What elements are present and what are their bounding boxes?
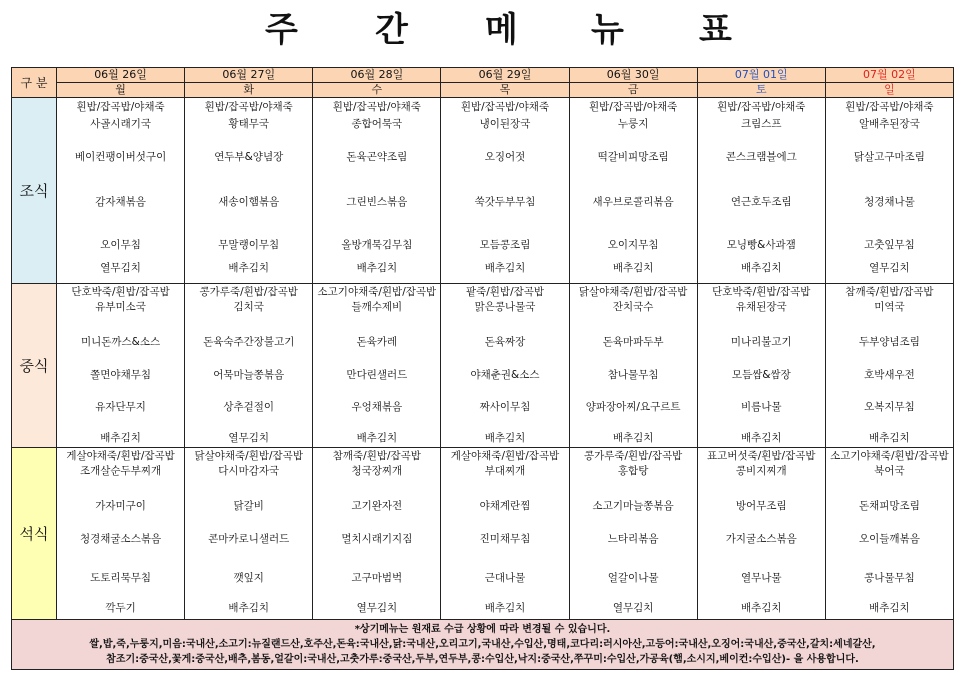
menu-cell (185, 98, 313, 284)
menu-item: 쫄면야채무침 (90, 369, 151, 381)
menu-item: 떡갈비피망조림 (597, 151, 669, 163)
menu-item: 단호박죽/흰밥/잡곡밥 (71, 286, 170, 298)
menu-item: 배추김치 (100, 432, 141, 444)
menu-item: 알배추된장국 (858, 118, 920, 130)
footer-row (12, 620, 954, 670)
menu-item: 멸치시래기지짐 (341, 533, 413, 545)
menu-cell (441, 448, 569, 620)
menu-cell (825, 98, 953, 284)
title-char: 뉴 (591, 10, 624, 50)
meal-row (12, 98, 954, 284)
menu-item: 콩가루죽/흰밥/잡곡밥 (583, 450, 683, 462)
menu-item: 양파장아찌/요구르트 (585, 401, 681, 413)
menu-item: 크림스프 (740, 118, 782, 130)
footer-note (12, 620, 954, 670)
menu-item: 배추김치 (484, 602, 526, 614)
menu-item: 황태무국 (228, 118, 269, 130)
menu-item: 배추김치 (484, 432, 526, 444)
menu-cell (569, 284, 697, 448)
menu-item: 감자채볶음 (95, 196, 146, 208)
menu-item: 열무김치 (356, 602, 398, 614)
menu-item: 김치국 (233, 301, 264, 313)
menu-item: 유부미소국 (95, 301, 146, 313)
menu-item: 근대나물 (484, 572, 526, 584)
menu-item: 미나리불고기 (730, 336, 792, 348)
menu-item: 연두부&양념장 (214, 151, 284, 163)
menu-item: 청경채굴소스볶음 (79, 533, 162, 545)
menu-item: 다시마감자국 (218, 465, 280, 477)
menu-item: 사골시래기국 (90, 118, 151, 130)
menu-item: 배추김치 (740, 262, 782, 274)
day-date: 07월 01일 (697, 68, 825, 83)
menu-item: 소고기야채죽/흰밥/잡곡밥 (830, 450, 949, 462)
day-date: 06월 30일 (569, 68, 697, 83)
day-of-week: 금 (569, 83, 697, 98)
menu-item: 돈육카레 (356, 336, 398, 348)
menu-item: 유자단무지 (95, 401, 146, 413)
menu-item: 열무나물 (740, 572, 782, 584)
menu-item: 짜사이무침 (479, 401, 531, 413)
menu-item: 북어국 (874, 465, 905, 477)
menu-item: 소고기마늘쫑볶음 (592, 500, 674, 512)
menu-item: 오이들깨볶음 (858, 533, 920, 545)
header-date-row (12, 68, 954, 83)
menu-cell (313, 98, 441, 284)
menu-item: 고구마범벅 (351, 572, 403, 584)
menu-item: 배추김치 (484, 262, 526, 274)
menu-item: 닭갈비 (233, 500, 264, 512)
menu-item: 종합어묵국 (351, 118, 403, 130)
menu-item: 쑥갓두부무침 (474, 196, 536, 208)
menu-item: 배추김치 (869, 602, 910, 614)
menu-item: 닭살야채죽/흰밥/잡곡밥 (194, 450, 303, 462)
title-char: 표 (699, 10, 732, 50)
menu-item: 야채계란찜 (479, 500, 531, 512)
menu-item: 콘마카로니샐러드 (208, 533, 290, 545)
menu-item: 깻잎지 (233, 572, 264, 584)
menu-item: 흰밥/잡곡밥/야채죽 (76, 101, 165, 113)
menu-item: 우엉채볶음 (351, 401, 403, 413)
day-date: 06월 26일 (57, 68, 185, 83)
menu-item: 닭살야채죽/흰밥/잡곡밥 (578, 286, 688, 298)
menu-item: 두부양념조림 (858, 336, 920, 348)
menu-item: 비름나물 (740, 401, 782, 413)
gubun-header: 구 분 (12, 68, 57, 98)
title-char: 주 (265, 10, 298, 50)
menu-item: 흰밥/잡곡밥/야채죽 (204, 101, 293, 113)
menu-item: 흰밥/잡곡밥/야채죽 (845, 101, 934, 113)
menu-item: 배추김치 (612, 432, 654, 444)
menu-item: 배추김치 (356, 262, 398, 274)
menu-item: 유채된장국 (735, 301, 787, 313)
menu-item: 열무김치 (869, 262, 910, 274)
menu-item: 배추김치 (869, 432, 910, 444)
menu-item: 새우브로콜리볶음 (592, 196, 674, 208)
menu-item: 콩나물무침 (864, 572, 915, 584)
menu-item: 베이컨팽이버섯구이 (74, 151, 167, 163)
menu-cell (57, 284, 185, 448)
menu-item: 누룽지 (617, 118, 649, 130)
menu-item: 팥죽/흰밥/잡곡밥 (465, 286, 545, 298)
menu-cell (697, 284, 825, 448)
menu-item: 호박새우전 (864, 369, 915, 381)
menu-item: 그린빈스볶음 (346, 196, 408, 208)
menu-item: 깍두기 (105, 602, 136, 614)
menu-item: 닭살고구마조림 (853, 151, 925, 163)
menu-item: 참깨죽/흰밥/잡곡밥 (845, 286, 934, 298)
menu-item: 배추김치 (228, 602, 269, 614)
menu-item: 열무김치 (100, 262, 141, 274)
menu-item: 연근호두조림 (730, 196, 792, 208)
menu-cell (313, 284, 441, 448)
menu-item: 단호박죽/흰밥/잡곡밥 (712, 286, 811, 298)
menu-item: 흰밥/잡곡밥/야채죽 (589, 101, 678, 113)
menu-item: 미역국 (874, 301, 905, 313)
menu-item: 돈육숙주간장불고기 (203, 336, 295, 348)
menu-item: 오복지무침 (864, 401, 915, 413)
menu-item: 느타리볶음 (607, 533, 659, 545)
day-of-week: 수 (313, 83, 441, 98)
menu-item: 소고기야채죽/흰밥/잡곡밥 (317, 286, 437, 298)
menu-cell (825, 284, 953, 448)
menu-cell (57, 448, 185, 620)
menu-item: 어묵마늘쫑볶음 (213, 369, 285, 381)
menu-item: 올방개묵김무침 (341, 239, 413, 251)
day-date: 06월 29일 (441, 68, 569, 83)
menu-item: 참깨죽/흰밥/잡곡밥 (332, 450, 421, 462)
footer-line: 참조기:중국산,꽃게:중국산,배추,봄동,얼갈이:국내산,고춧가루:중국산,두부,연두부,콩:수입산,낙지:중국산,쭈꾸미:수입산,가공육(햄,소시지,베이컨:수입산)- 을 사용합니다. (106, 654, 859, 665)
meal-label: 석식 (12, 448, 57, 620)
meal-label: 중식 (12, 284, 57, 448)
menu-item: 콩비지찌개 (735, 465, 787, 477)
menu-cell (57, 98, 185, 284)
menu-item: 상추겉절이 (223, 401, 275, 413)
menu-item: 돈채피망조림 (858, 500, 920, 512)
menu-item: 배추김치 (740, 602, 782, 614)
menu-item: 오이지무침 (607, 239, 659, 251)
day-date: 07월 02일 (825, 68, 953, 83)
menu-item: 배추김치 (356, 432, 398, 444)
menu-item: 고춧잎무침 (864, 239, 915, 251)
menu-item: 흰밥/잡곡밥/야채죽 (717, 101, 806, 113)
menu-cell (441, 284, 569, 448)
menu-item: 들깨수제비 (351, 301, 403, 313)
footer-line: 쌀,밥,죽,누룽지,미음:국내산,소고기:뉴질랜드산,호주산,돈육:국내산,닭:국내산,오리고기,국내산,수입산,명태,코다리:러시아산,고등어:국내산,오징어:국내산,중국산,갈치:세네갈산, (89, 639, 876, 650)
menu-cell (185, 284, 313, 448)
menu-item: 홍합탕 (617, 465, 649, 477)
menu-item: 모듬콩조림 (479, 239, 531, 251)
menu-cell (569, 448, 697, 620)
menu-cell (569, 98, 697, 284)
menu-item: 잔치국수 (612, 301, 654, 313)
menu-item: 배추김치 (612, 262, 654, 274)
menu-item: 오징어젓 (484, 151, 526, 163)
day-of-week: 화 (185, 83, 313, 98)
menu-item: 참나물무침 (607, 369, 659, 381)
menu-item: 콩가루죽/흰밥/잡곡밥 (199, 286, 298, 298)
menu-item: 배추김치 (228, 262, 269, 274)
menu-item: 모닝빵&사과잼 (726, 239, 796, 251)
menu-item: 표고버섯죽/흰밥/잡곡밥 (707, 450, 816, 462)
footer-line: *상기메뉴는 원재료 수급 상황에 따라 변경될 수 있습니다. (354, 624, 611, 635)
page-title (0, 4, 963, 60)
menu-item: 모듬쌈&쌈장 (731, 369, 791, 381)
day-of-week: 일 (825, 83, 953, 98)
day-date: 06월 27일 (185, 68, 313, 83)
menu-item: 배추김치 (740, 432, 782, 444)
menu-item: 미니돈까스&소스 (80, 336, 161, 348)
menu-item: 청경채나물 (864, 196, 915, 208)
day-of-week: 목 (441, 83, 569, 98)
meal-row (12, 448, 954, 620)
menu-cell (697, 98, 825, 284)
menu-cell (185, 448, 313, 620)
meal-label: 조식 (12, 98, 57, 284)
menu-item: 돈육곤약조림 (346, 151, 408, 163)
menu-item: 청국장찌개 (351, 465, 403, 477)
menu-item: 열무김치 (228, 432, 269, 444)
menu-item: 얼갈이나물 (607, 572, 659, 584)
menu-item: 냉이된장국 (479, 118, 531, 130)
menu-item: 도토리묵무침 (90, 572, 151, 584)
menu-item: 돈육마파두부 (602, 336, 664, 348)
meal-row (12, 284, 954, 448)
menu-item: 야채춘권&소스 (470, 369, 540, 381)
menu-item: 고기완자전 (351, 500, 403, 512)
menu-cell (825, 448, 953, 620)
menu-item: 부대찌개 (484, 465, 526, 477)
menu-item: 진미채무침 (479, 533, 531, 545)
menu-item: 가지굴소스볶음 (725, 533, 797, 545)
weekly-menu-table (11, 67, 954, 670)
menu-item: 만다린샐러드 (346, 369, 408, 381)
menu-item: 오이무침 (100, 239, 141, 251)
menu-item: 새송이햄볶음 (218, 196, 280, 208)
day-of-week: 월 (57, 83, 185, 98)
title-char: 간 (375, 10, 408, 50)
menu-cell (313, 448, 441, 620)
menu-item: 흰밥/잡곡밥/야채죽 (332, 101, 421, 113)
menu-item: 콘스크램블에그 (725, 151, 797, 163)
menu-item: 무말랭이무침 (218, 239, 280, 251)
header-dow-row (12, 83, 954, 98)
menu-cell (441, 98, 569, 284)
menu-item: 열무김치 (612, 602, 654, 614)
title-char: 메 (485, 10, 518, 50)
menu-item: 조개살순두부찌개 (79, 465, 162, 477)
day-date: 06월 28일 (313, 68, 441, 83)
menu-item: 가자미구이 (95, 500, 146, 512)
menu-item: 게살야채죽/흰밥/잡곡밥 (450, 450, 560, 462)
menu-item: 돈육짜장 (484, 336, 526, 348)
menu-item: 흰밥/잡곡밥/야채죽 (460, 101, 550, 113)
menu-item: 게살야채죽/흰밥/잡곡밥 (66, 450, 175, 462)
day-of-week: 토 (697, 83, 825, 98)
menu-cell (697, 448, 825, 620)
menu-item: 맑은콩나물국 (474, 301, 536, 313)
menu-item: 방어무조림 (735, 500, 787, 512)
